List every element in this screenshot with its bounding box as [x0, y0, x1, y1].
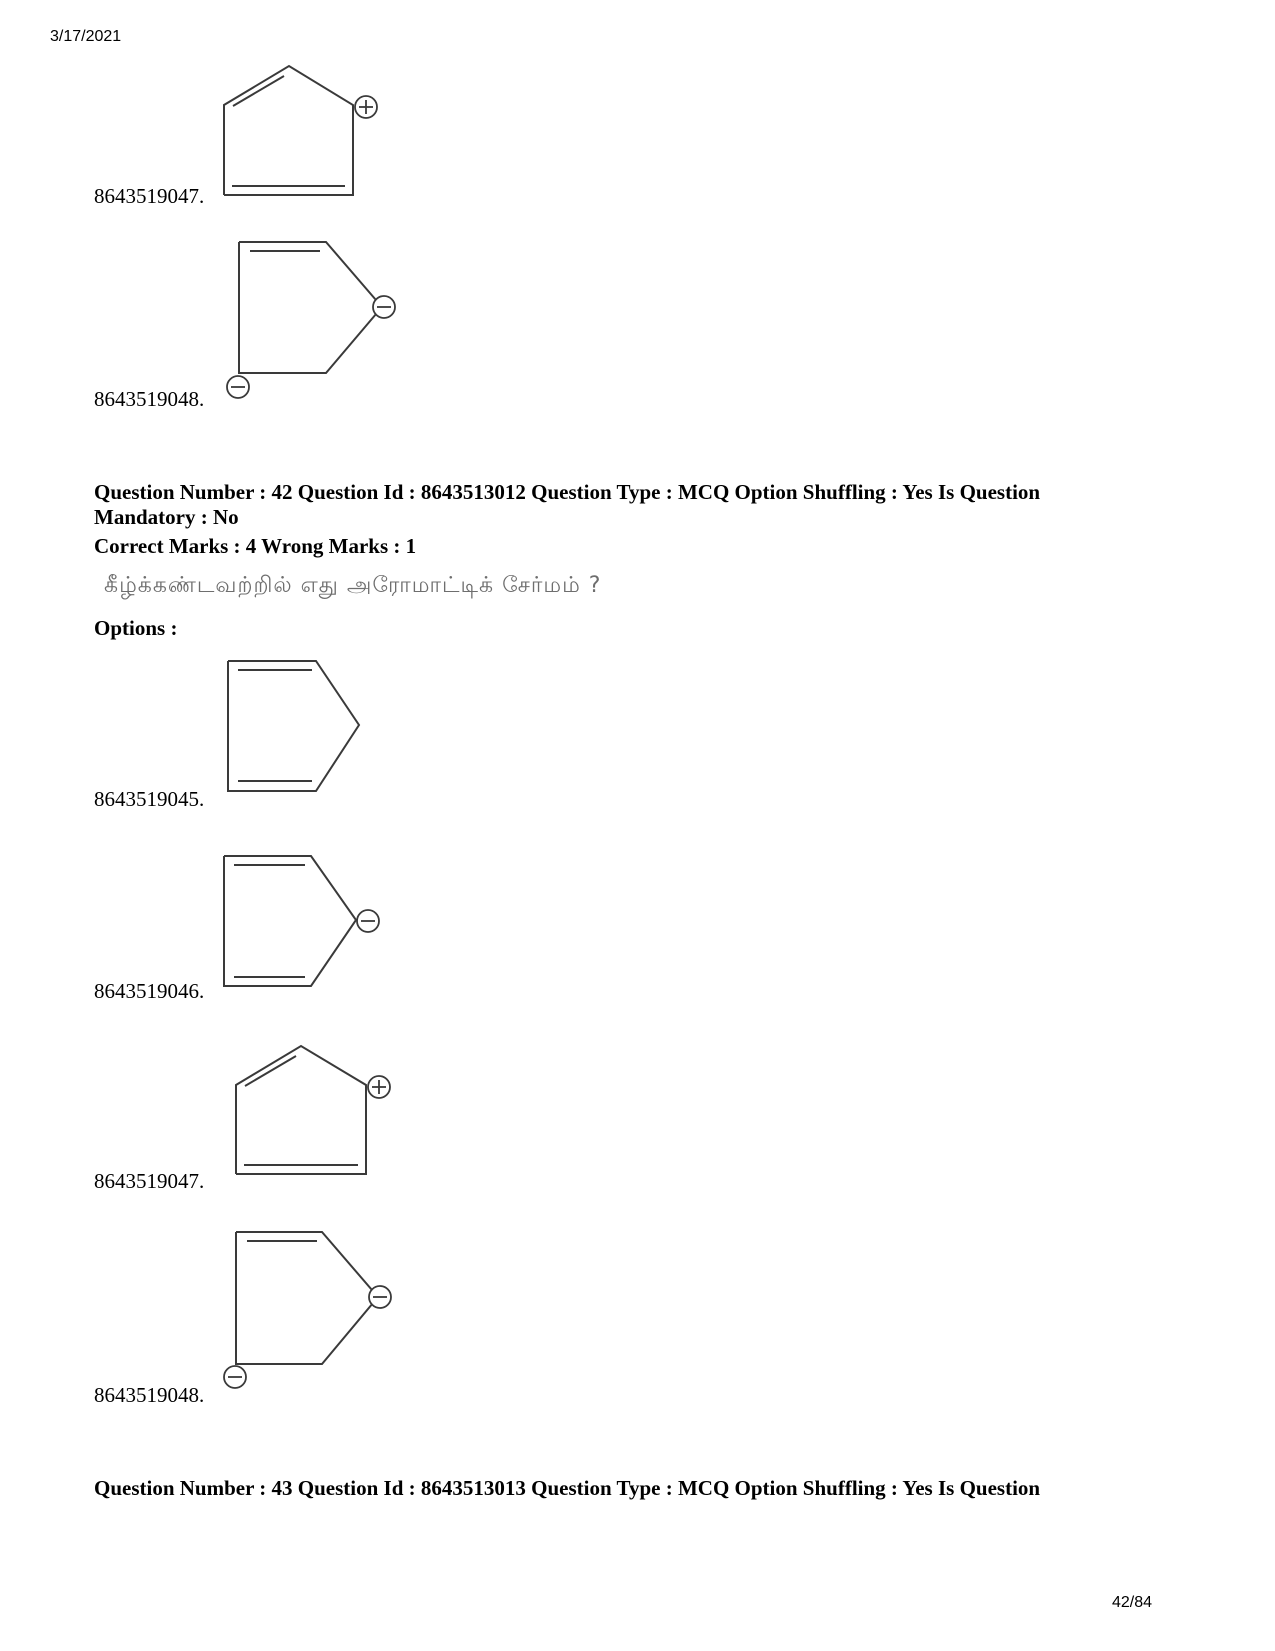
question-42-marks: Correct Marks : 4 Wrong Marks : 1 [94, 534, 417, 558]
option-id-4: 8643519048. [94, 1383, 205, 1407]
cyclopentadienyl-anion-structure [220, 852, 395, 997]
question-42-text: கீழ்க்கண்டவற்றில் எது அரோமாட்டிக் சேர்மம் ? [104, 573, 602, 598]
option-id-1: 8643519045. [94, 787, 205, 811]
options-label: Options : [94, 616, 178, 640]
option-id-3: 8643519047. [94, 1169, 205, 1193]
option-id-2: 8643519046. [94, 979, 205, 1003]
cyclopentadienyl-cation-structure-2 [232, 1042, 402, 1182]
option-id-prev-1: 8643519047. [94, 184, 205, 208]
cyclopentadienyl-cation-structure [220, 62, 390, 202]
cyclopentadiene-structure [220, 655, 370, 800]
cyclopentadiene-dianion-structure [220, 236, 410, 406]
page-number: 42/84 [1112, 1594, 1153, 1611]
question-43-header: Question Number : 43 Question Id : 8643513013 Question Type : MCQ Option Shuffling : Yes Is Question [94, 1476, 1041, 1500]
page-date: 3/17/2021 [50, 28, 122, 45]
question-42-mandatory: Mandatory : No [94, 505, 239, 529]
option-id-prev-2: 8643519048. [94, 387, 205, 411]
question-42-header: Question Number : 42 Question Id : 8643513012 Question Type : MCQ Option Shuffling : Yes Is Question [94, 480, 1041, 504]
cyclopentadiene-dianion-structure-2 [220, 1226, 410, 1396]
